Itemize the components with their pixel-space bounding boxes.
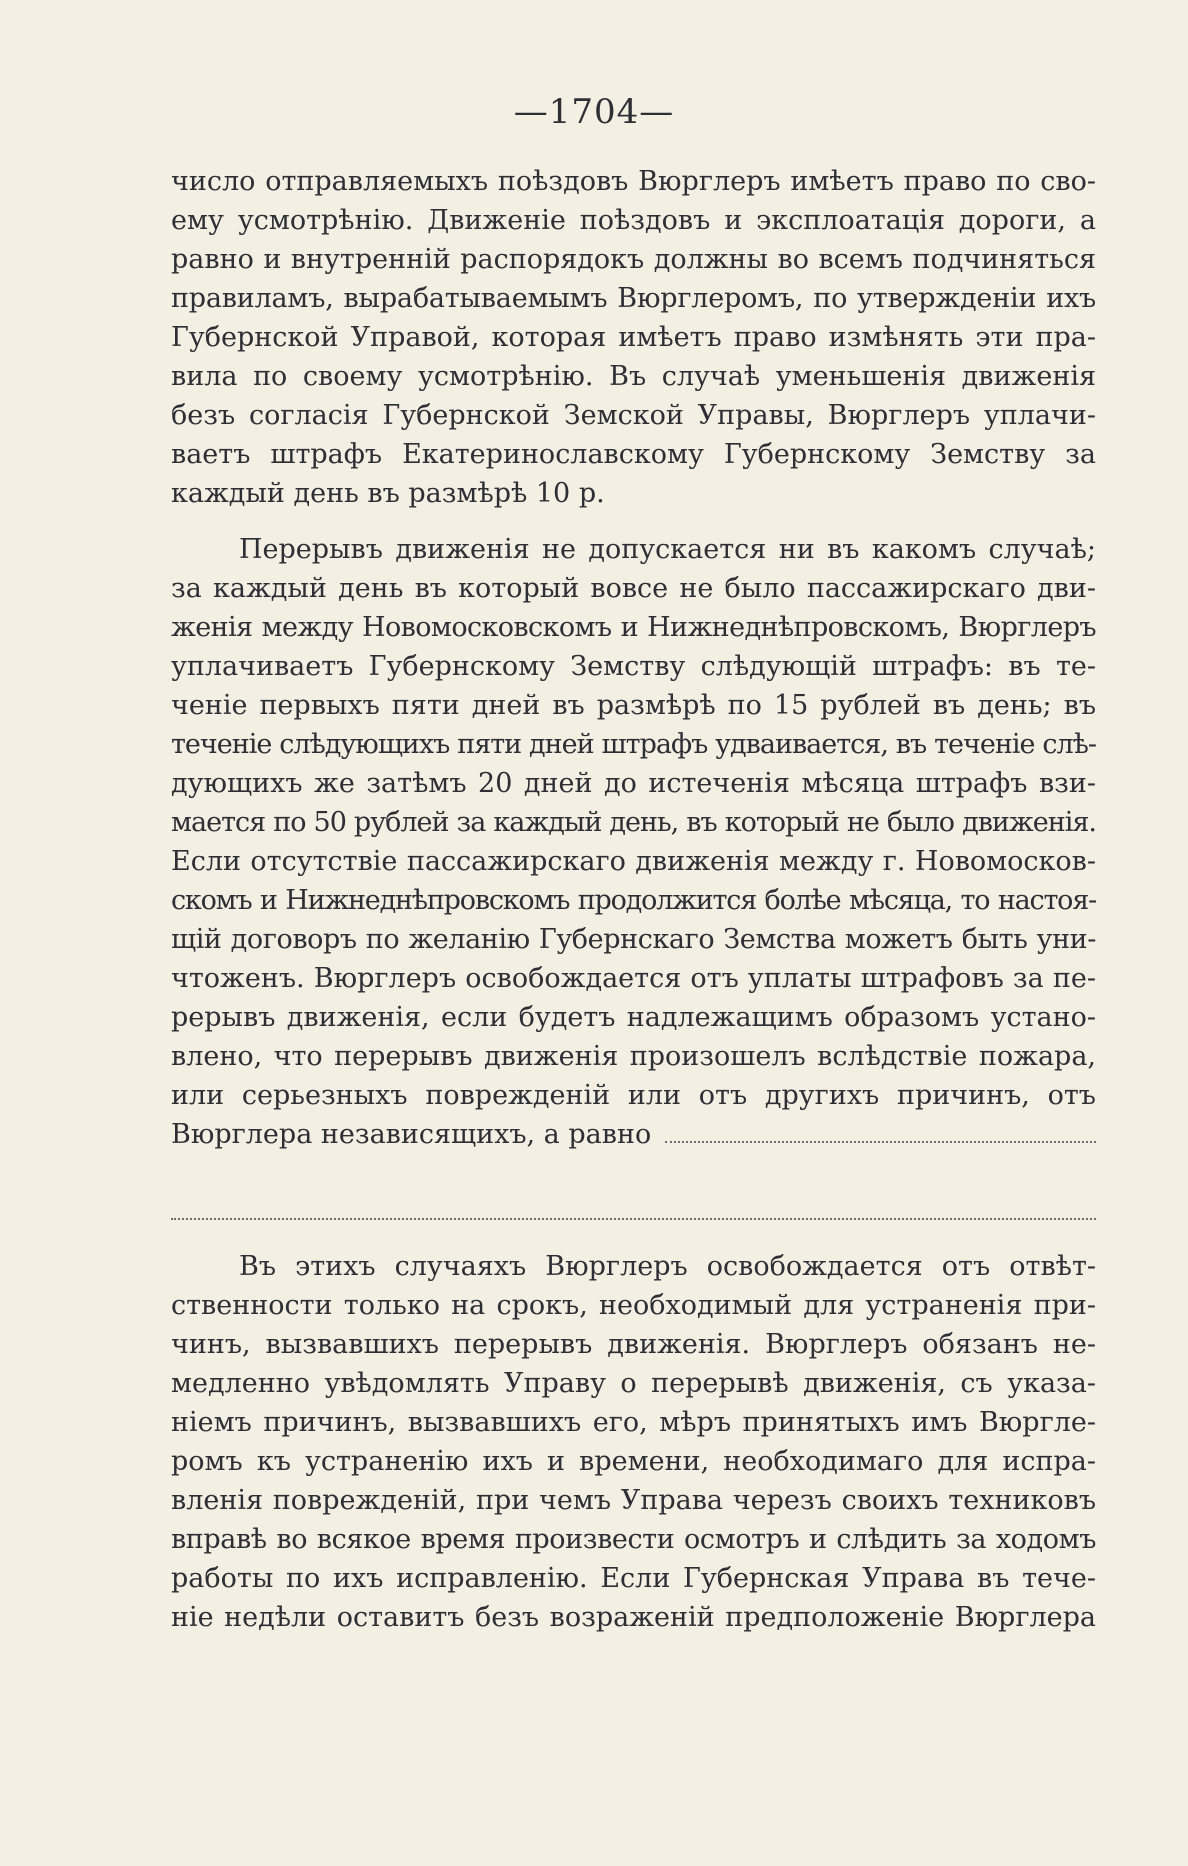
- paragraph-line: щій договоръ по желанію Губернскаго Земства можетъ быть уни-: [171, 924, 1096, 955]
- paragraph-line: влено, что перерывъ движенія произошелъ вслѣдствіе пожара,: [171, 1041, 1096, 1072]
- paragraph-line: дующихъ же затѣмъ 20 дней до истеченія мѣсяца штрафъ взи-: [171, 768, 1096, 799]
- paragraph-line: женія между Новомосковскомъ и Нижнеднѣпровскомъ, Вюрглеръ: [171, 612, 1096, 643]
- paragraph-line: ваетъ штрафъ Екатеринославскому Губернскому Земству за: [171, 439, 1096, 470]
- paragraph-line: ромъ къ устраненію ихъ и времени, необходимаго для испра-: [171, 1446, 1096, 1477]
- dotted-leader: [665, 1115, 1096, 1143]
- paragraph-line: ніе недѣли оставитъ безъ возраженій предположеніе Вюрглера: [171, 1602, 1096, 1633]
- paragraph-line: равно и внутренній распорядокъ должны во всемъ подчиняться: [171, 244, 1096, 275]
- paragraph-line: скомъ и Нижнеднѣпровскомъ продолжится болѣе мѣсяца, то настоя-: [171, 885, 1096, 916]
- paragraph-line: чинъ, вызвавшихъ перерывъ движенія. Вюрглеръ обязанъ не-: [171, 1329, 1096, 1360]
- paragraph-line: каждый день въ размѣрѣ 10 р.: [171, 478, 605, 509]
- paragraph-line: вправѣ во всякое время произвести осмотръ и слѣдить за ходомъ: [171, 1524, 1096, 1555]
- paragraph-2: [171, 530, 1096, 1154]
- paragraph-line: ему усмотрѣнію. Движеніе поѣздовъ и эксплоатація дороги, а: [171, 205, 1096, 236]
- paragraph-line: правиламъ, вырабатываемымъ Вюрглеромъ, по утвержденіи ихъ: [171, 283, 1096, 314]
- paragraph-line: рерывъ движенія, если будетъ надлежащимъ образомъ устано-: [171, 1002, 1096, 1033]
- paragraph-line: вила по своему усмотрѣнію. Въ случаѣ уменьшенія движенія: [171, 361, 1096, 392]
- paragraph-line: ченіе первыхъ пяти дней въ размѣрѣ по 15 рублей въ день; въ: [171, 690, 1096, 721]
- paragraph-line: Если отсутствіе пассажирскаго движенія между г. Новомосков-: [171, 846, 1096, 877]
- paragraph-line: Въ этихъ случаяхъ Вюрглеръ освобождается отъ отвѣт-: [239, 1251, 1096, 1282]
- page-number: —1704—: [513, 92, 675, 132]
- paragraph-tail-line: [171, 1115, 1096, 1154]
- paragraph-line: ственности только на срокъ, необходимый для устраненія при-: [171, 1290, 1096, 1321]
- paragraph-line: число отправляемыхъ поѣздовъ Вюрглеръ имѣетъ право по сво-: [171, 166, 1096, 197]
- paragraph-line: Перерывъ движенія не допускается ни въ какомъ случаѣ;: [239, 534, 1096, 565]
- paragraph-line: безъ согласія Губернской Земской Управы, Вюрглеръ уплачи-: [171, 400, 1096, 431]
- paragraph-line: мается по 50 рублей за каждый день, въ который не было движенія.: [171, 807, 1096, 838]
- paragraph-line: теченіе слѣдующихъ пяти дней штрафъ удваивается, въ теченіе слѣ-: [171, 729, 1096, 760]
- paragraph-line: ніемъ причинъ, вызвавшихъ его, мѣръ принятыхъ имъ Вюргле-: [171, 1407, 1096, 1438]
- paragraph-line: вленія поврежденій, при чемъ Управа черезъ своихъ техниковъ: [171, 1485, 1096, 1516]
- paragraph-line: или серьезныхъ поврежденій или отъ другихъ причинъ, отъ: [171, 1080, 1096, 1111]
- paragraph-line: работы по ихъ исправленію. Если Губернская Управа въ тече-: [171, 1563, 1096, 1594]
- paragraph-1: [171, 162, 1096, 513]
- paragraph-line: за каждый день въ который вовсе не было пассажирскаго дви-: [171, 573, 1096, 604]
- paragraph-tail-text: Вюрглера независящихъ, а равно: [171, 1119, 652, 1150]
- paragraph-line: чтоженъ. Вюрглеръ освобождается отъ уплаты штрафовъ за пе-: [171, 963, 1096, 994]
- paragraph-line: медленно увѣдомлять Управу о перерывѣ движенія, съ указа-: [171, 1368, 1096, 1399]
- paragraph-line: уплачиваетъ Губернскому Земству слѣдующій штрафъ: въ те-: [171, 651, 1096, 682]
- dotted-separator: [171, 1218, 1096, 1220]
- paragraph-3: [171, 1247, 1096, 1637]
- paragraph-line: Губернской Управой, которая имѣетъ право измѣнять эти пра-: [171, 322, 1096, 353]
